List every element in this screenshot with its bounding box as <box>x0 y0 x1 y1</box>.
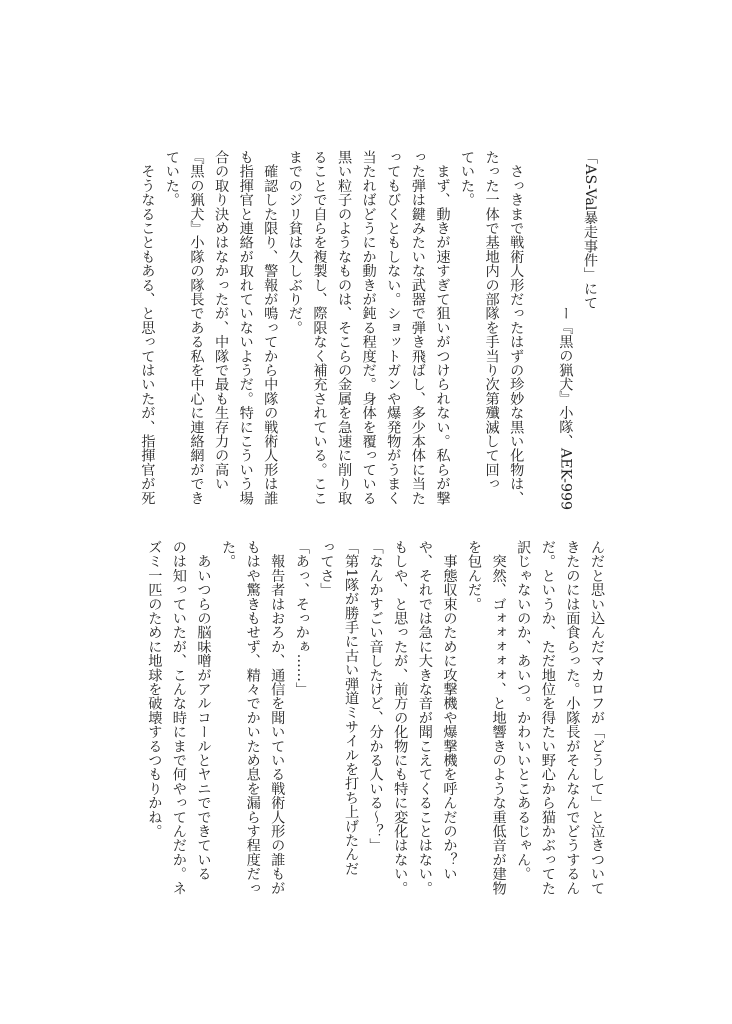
text-line: そうなることもある、と思ってはいたが、指揮官が死 <box>139 150 156 505</box>
text-line: 当たればどうにか動きが鈍る程度だ。身体を覆っている <box>360 150 377 505</box>
text-line: 「第1隊が勝手に古い弾道ミサイルを打ち上げたんだ <box>343 540 360 876</box>
text-line: もはや驚きもせず、精々でかいため息を漏らす程度だっ <box>244 540 261 895</box>
text-line: 訳じゃないのか、あいつ。かわいいとこあるじゃん。 <box>515 540 532 881</box>
text-line: たった一体で基地内の部隊を手当り次第殲滅して回っ <box>483 150 500 491</box>
text-line: のは知っていたが、こんな時にまで何やってんだか。ネ <box>170 540 187 895</box>
text-line: あいつらの脳味噌がアルコールとヤニでできている <box>195 540 212 881</box>
text-line: までのジリ貧は久しぶりだ。 <box>286 150 303 335</box>
text-line: 「なんかすごい音したけど、分かる人いる～？」 <box>367 540 384 853</box>
text-line: ていた。 <box>459 150 476 207</box>
text-line: や、それでは急に大きな音が聞こえてくることはない。 <box>416 540 433 895</box>
text-line: ってさ」 <box>318 540 335 597</box>
text-line: 確認した限り、警報が鳴ってから中隊の戦術人形は誰 <box>262 150 279 505</box>
text-line: 「あっ、そっかぁ……」 <box>293 540 310 697</box>
text-line: もしや、と思ったが、前方の化物にも特に変化はない。 <box>392 540 409 895</box>
text-line: 黒い粒子のようなものは、そこらの金属を急速に削り取 <box>336 150 353 505</box>
chapter-attribution: ー『黒の猟犬』小隊、AEK-999 <box>557 305 574 510</box>
text-line: ていた。 <box>163 150 180 207</box>
text-line: 事態収束のために攻撃機や爆撃機を呼んだのか？い <box>441 540 458 881</box>
chapter-title: 「AS-Val暴走事件」にて <box>582 150 598 310</box>
text-line: んだと思い込んだマカロフが「どうして」と泣きついて <box>589 540 605 895</box>
text-line: きたのには面食らった。小隊長がそんなんでどうするん <box>564 540 581 895</box>
text-line: 『黒の猟犬』小隊の隊長である私を中心に連絡網ができ <box>188 150 205 505</box>
text-line: まず、動きが速すぎて狙いがつけられない。私らが撃 <box>434 150 451 505</box>
text-line: も指揮官と連絡が取れていないようだ。特にこういう場 <box>237 150 254 505</box>
text-line: 突然、ゴォォォォォ、と地響きのような重低音が建物 <box>490 540 507 895</box>
text-line: ることで自らを複製し、際限なく補充されている。ここ <box>311 150 328 505</box>
blank-line <box>528 150 553 510</box>
text-line: ズミ一匹のために地球を破壊するつもりかね。 <box>146 540 163 839</box>
text-line: 報告者はおろか、通信を聞いている戦術人形の誰もが <box>269 540 286 895</box>
text-line: さっきまで戦術人形だったはずの珍妙な黒い化物は、 <box>508 150 525 505</box>
text-line: った弾は鍵みたいな武器で弾き飛ばし、多少本体に当た <box>409 150 426 505</box>
text-line: ってもびくともしない。ショットガンや爆発物がうまく <box>385 150 402 505</box>
text-line: た。 <box>220 540 237 569</box>
text-line: 合の取り決めはなかったが、中隊で最も生存力の高い <box>213 150 230 491</box>
text-block-top <box>135 150 602 510</box>
text-line: を包んだ。 <box>466 540 483 611</box>
text-line: だ。というか、ただ地位を得たい野心から猫かぶってた <box>539 540 556 895</box>
text-block-bottom <box>142 540 609 900</box>
